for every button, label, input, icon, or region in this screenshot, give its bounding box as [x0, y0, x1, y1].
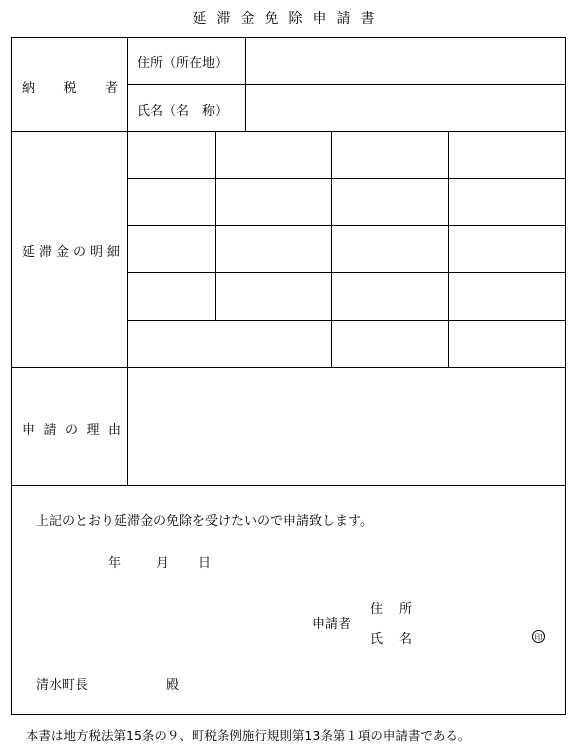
form-title: 延滞金免除申請書 — [192, 11, 385, 27]
details-char: 細 — [106, 245, 120, 260]
address-field[interactable] — [246, 38, 565, 84]
details-cell[interactable] — [449, 179, 565, 225]
details-char: 滞 — [38, 245, 52, 260]
details-cell[interactable] — [216, 132, 331, 178]
details-char: 金 — [55, 245, 69, 260]
details-cell[interactable] — [332, 273, 448, 320]
address-label: 住所（所在地） — [137, 56, 229, 71]
name-field[interactable] — [246, 85, 565, 131]
details-cell[interactable] — [128, 273, 215, 320]
taxpayer-label — [22, 77, 118, 96]
applicant-label: 申請者 — [312, 617, 352, 632]
details-char: 明 — [89, 245, 103, 260]
applicant-name-char: 氏 — [370, 632, 384, 647]
taxpayer-char: 税 — [63, 81, 77, 96]
details-cell[interactable] — [216, 273, 331, 320]
details-cell[interactable] — [449, 273, 565, 320]
date-day: 日 — [198, 556, 212, 571]
applicant-address-field[interactable] — [420, 594, 530, 616]
reason-char: 請 — [43, 423, 57, 438]
declaration-statement: 上記のとおり延滞金の免除を受けたいので申請致します。 — [36, 514, 373, 529]
details-cell[interactable] — [216, 179, 331, 225]
details-cell[interactable] — [332, 226, 448, 272]
date-year: 年 — [108, 556, 122, 571]
details-cell[interactable] — [128, 226, 215, 272]
applicant-address-label — [370, 598, 412, 617]
applicant-address-char: 所 — [398, 602, 412, 617]
taxpayer-char: 納 — [22, 81, 36, 96]
details-cell[interactable] — [449, 132, 565, 178]
details-cell[interactable] — [449, 226, 565, 272]
divider-reason-bottom — [11, 485, 566, 486]
applicant-name-char: 名 — [398, 632, 412, 647]
seal-mark: 印 — [532, 630, 545, 643]
reason-char: 申 — [22, 423, 36, 438]
addressee: 清水町長 — [36, 678, 89, 693]
honorific: 殿 — [166, 678, 180, 693]
applicant-name-field[interactable] — [420, 624, 525, 646]
reason-label — [22, 419, 121, 438]
details-cell[interactable] — [216, 226, 331, 272]
reason-char: 理 — [86, 423, 100, 438]
date-month: 月 — [156, 556, 170, 571]
details-cell[interactable] — [128, 321, 331, 367]
details-label — [22, 241, 120, 260]
reason-field[interactable] — [128, 368, 565, 485]
name-label: 氏名（名 称） — [137, 104, 229, 119]
details-char: の — [72, 245, 86, 260]
details-cell[interactable] — [128, 132, 215, 178]
applicant-address-char: 住 — [370, 602, 384, 617]
details-char: 延 — [22, 245, 36, 260]
details-cell[interactable] — [332, 179, 448, 225]
details-cell[interactable] — [332, 321, 448, 367]
details-cell[interactable] — [332, 132, 448, 178]
taxpayer-char: 者 — [104, 81, 118, 96]
reason-char: 由 — [107, 423, 121, 438]
details-cell[interactable] — [128, 179, 215, 225]
reason-char: の — [64, 423, 78, 438]
applicant-name-label — [370, 628, 412, 647]
details-cell[interactable] — [449, 321, 565, 367]
footnote: 本書は地方税法第15条の９、町税条例施行規則第13条第１項の申請書である。 — [26, 728, 471, 743]
